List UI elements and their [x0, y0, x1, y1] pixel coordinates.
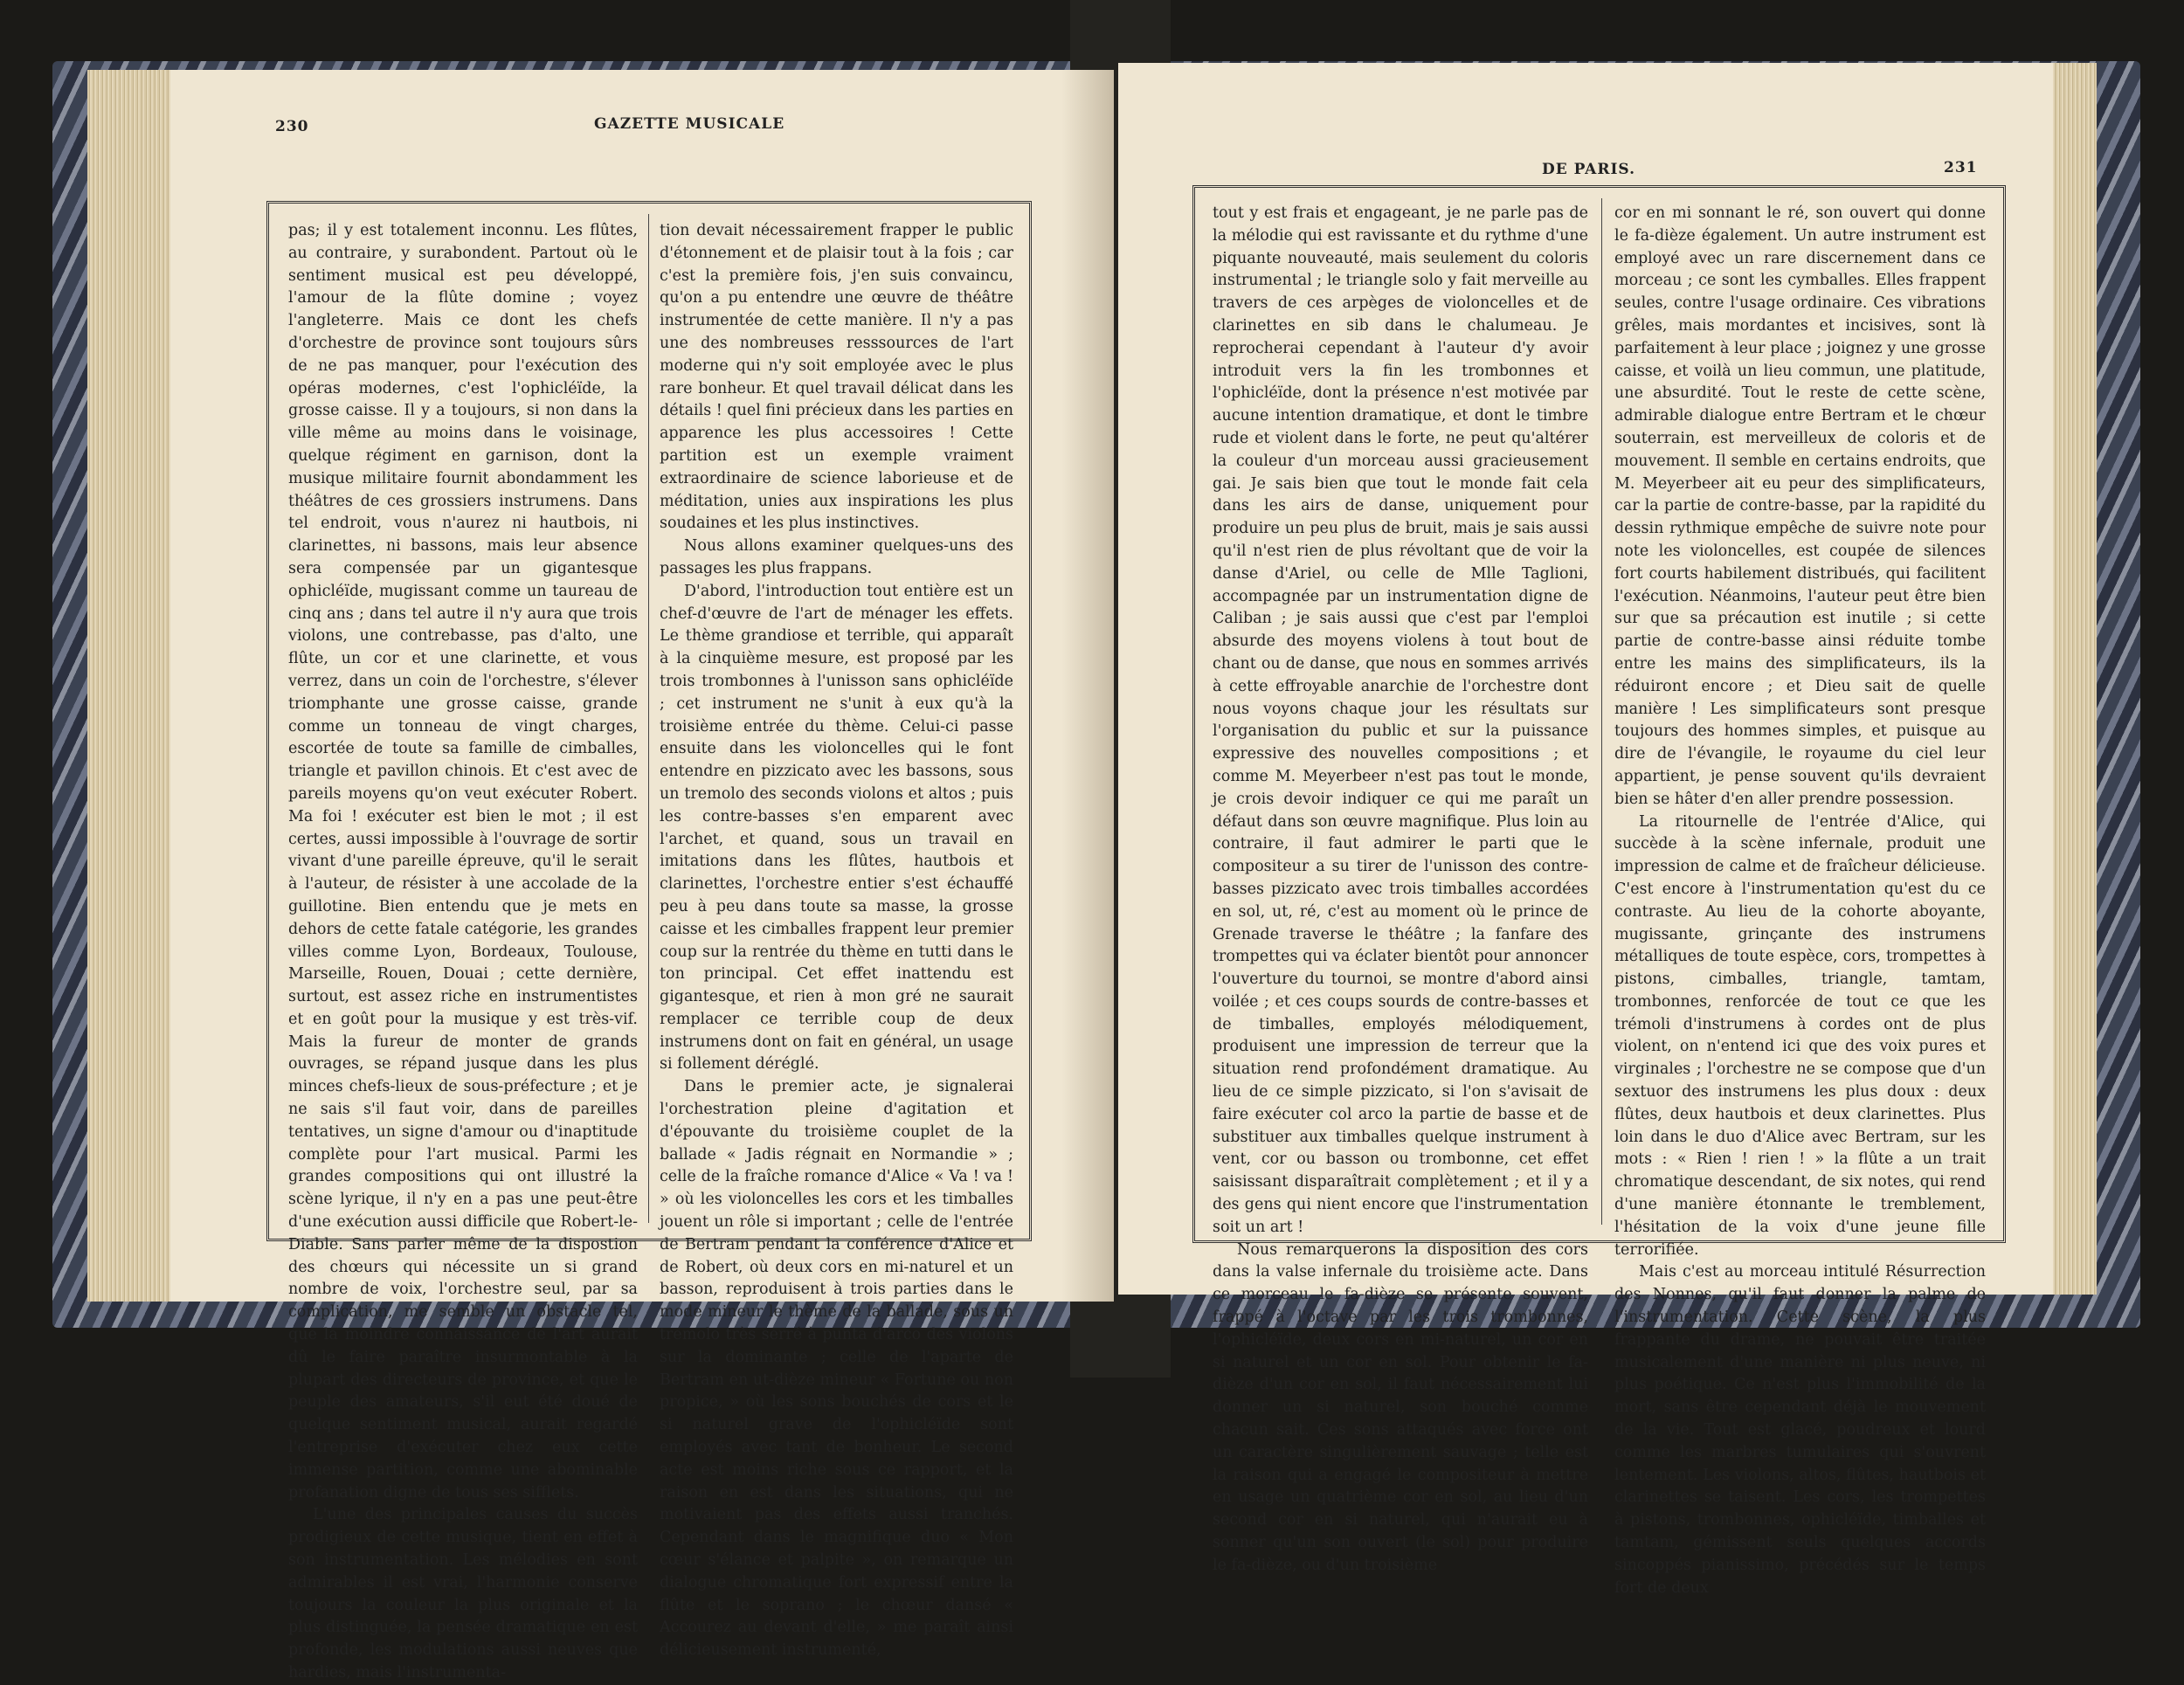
column-2: [1614, 203, 1986, 1597]
paragraph: L'une des principales causes du succès prodigieux de cette musique, tient en effet à son instrumentation. Les mélodies en sont admirables il est vrai, l'harmonie conserve toujours la couleur la plus originale et la plus distinguée, la pensée dramatique en est profonde, les modulations aussi neuves que hardies, mais l'instrumenta-: [288, 1506, 638, 1682]
running-head: GAZETTE MUSICALE: [594, 115, 785, 133]
left-page: [87, 70, 1114, 1682]
paragraph: Nous remarquerons la disposition des cors dans la valse infernale du troisième acte. Dans ce morceau le fa-dièze se présente souvent, frappé à l'octave par les trois trombonnes, l'ophicléïde, deux cors en mi-naturel, un cor en si naturel et un cor en sol. Pour obtenir le fa-dièze d'un cor en sol, il faut nécessairement lui donner un si naturel, son bouché comme chacun sait. Ces sons attaqués avec force ont un caractère singulièrement sauvage ; telle est la raison qui a engagé le compositeur à mettre en usage un quatrième cor en sol, au lieu d'un second cor en si naturel, qui n'aurait eu à sonner qu'un son ouvert (le sol) pour produire le fa-dièze, ou d'un troisième: [1213, 1240, 1588, 1574]
paragraph: tout y est frais et engageant, je ne parle pas de la mélodie qui est ravissante et du rythme d'une piquante nouveauté, mais seulement du coloris instrumental ; le triangle solo y fait merveille au travers de ces arpèges de violoncelles et de clarinettes en sib dans le chalumeau. Je reprocherai cependant à l'auteur d'y avoir introduit vers la fin les trombonnes et l'ophicléïde, dont la présence n'est motivée par aucune intention dramatique, et dont le timbre rude et violent dans le forte, ne peut qu'altérer la couleur d'un morceau aussi gracieusement gai. Je sais bien que tout le monde fait cela dans les airs de danse, uniquement pour produire un peu plus de bruit, mais je sais aussi qu'il n'est rien de plus révoltant que de voir la danse d'Ariel, ou celle de Mlle Taglioni, accompagnée par un instrumentation digne de Caliban ; je sais aussi que c'est par l'emploi absurde des moyens violens à tout bout de chant ou de danse, que nous en sommes arrivés à cette effroyable anarchie de l'orchestre dont nous voyons chaque jour les résultats sur l'organisation du public et sur la puissance expressive des nouvelles compositions ; et comme M. Meyerbeer n'est pas tout le monde, je crois devoir indiquer ce qui me paraît un défaut dans son œuvre magnifique. Plus loin au contraire, il faut admirer le parti que le compositeur a su tirer de l'unisson des contre-basses pizzicato avec trois timballes accordées en sol, ut, ré, c'est au moment où le prince de Grenade traverse le théâtre ; la fanfare des trompettes qui va éclater bientôt pour annoncer l'ouverture du tournoi, se montre d'abord ainsi voilée ; et ces coups sourds de contre-basses et de timballes, employés mélodiquement, produisent une impression de terreur que la situation rend profondément dramatique. Au lieu de ce simple pizzicato, si l'on s'avisait de faire exécuter col arco la partie de basse et de substituer aux timballes quelque instrument à vent, cor ou basson ou trombonne, cet effet saisissant disparaîtrait complètement ; et il y a des gens qui nient encore que l'instrumentation soit un art !: [1213, 204, 1588, 1236]
paragraph: La ritournelle de l'entrée d'Alice, qui succède à la scène infernale, produit une impression de calme et de fraîcheur délicieuse. C'est encore à l'instrumentation qu'est du ce contraste. Au lieu de la cohorte aboyante, mugissante, grinçante des instrumens métalliques de toute espèce, cors, trompettes à pistons, cimballes, triangle, tamtam, trombonnes, renforcée de tout ce que les trémoli d'instrumens à cordes ont de plus violent, on n'entend ici que des voix pures et virginales ; l'orchestre ne se compose que d'un sextuor des instrumens les plus doux : deux flûtes, deux hautbois et deux clarinettes. Plus loin dans le duo d'Alice avec Bertram, sur les mots : « Rien ! rien ! » la flûte a un trait chromatique descendant, de six notes, qui rend d'une manière étonnante le tremblement, l'hésitation de la voix d'une jeune fille terrorifiée.: [1614, 812, 1986, 1259]
running-head: DE PARIS.: [1542, 161, 1636, 178]
column-rule: [648, 214, 649, 1223]
page-number: 230: [275, 118, 309, 135]
paragraph: tion devait nécessairement frapper le public d'étonnement et de plaisir tout à la fois ; car c'est la première fois, j'en suis convaincu, qu'on a pu entendre une œuvre de théâtre instrumentée de cette manière. Il n'y a pas une des nombreuses resssources de l'art moderne qui n'y soit employée avec le plus rare bonheur. Et quel travail délicat dans les détails ! quel fini précieux dans les parties en apparence les plus accessoires ! Cette partition est un exemple vraiment extraordinaire de science laborieuse et de méditation, unies aux inspirations les plus soudaines et les plus instinctives.: [660, 222, 1013, 533]
paragraph: cor en mi sonnant le ré, son ouvert qui donne le fa-dièze également. Un autre instrument est employé avec un rare discernement dans ce morceau ; ce sont les cymballes. Elles frappent seules, contre l'usage ordinaire. Ces vibrations grêles, mais mordantes et incisives, sont là parfaitement à leur place ; joignez y une grosse caisse, et voilà un lieu commun, une platitude, une absurdité. Tout le reste de cette scène, admirable dialogue entre Bertram et le chœur souterrain, est merveilleux de coloris et de mouvement. Il semble en certains endroits, que M. Meyerbeer ait eu peur des simplificateurs, car la partie de contre-basse, par la rapidité du dessin rythmique empêche de suivre note pour note les violoncelles, est coupée de silences fort courts habilement distribués, qui facilitent l'exécution. Néanmoins, l'auteur peut être bien sur que sa précaution est inutile ; si cette partie de contre-basse ainsi réduite tombe entre les mains des simplificateurs, ils la réduiront encore ; et Dieu sait de quelle manière ! Les simplificateurs sont presque toujours des hommes simples, et puisque au dire de l'évangile, le royaume du ciel leur appartient, je pense souvent qu'ils devraient bien se hâter d'en aller prendre possession.: [1614, 204, 1986, 808]
right-page: [1118, 63, 2097, 1597]
paragraph: D'abord, l'introduction tout entière est un chef-d'œuvre de l'art de ménager les effets. Le thème grandiose et terrible, qui apparaît à la cinquième mesure, est proposé par les trois trombonnes à l'unisson sans ophicléïde ; cet instrument ne s'unit à eux qu'à la troisième entrée du thème. Celui-ci passe ensuite dans les violoncelles qui le font entendre en pizzicato avec les bassons, sous un tremolo des seconds violons et altos ; puis les contre-basses s'en emparent avec l'archet, et quand, sous un travail en imitations dans les flûtes, hautbois et clarinettes, l'orchestre entier s'est échauffé peu à peu dans toute sa masse, la grosse caisse et les cimballes frappent leur premier coup sur la rentrée du thème en tutti dans le ton principal. Cet effet inattendu est gigantesque, et rien à mon gré ne saurait remplacer ce terrible coup de deux instrumens dont on fait en général, un usage si follement déréglé.: [660, 582, 1013, 1074]
page-number: 231: [1944, 159, 1978, 176]
column-2: [660, 220, 1013, 1660]
column-rule: [1601, 198, 1602, 1225]
paragraph: Nous allons examiner quelques-uns des passages les plus frappans.: [660, 537, 1013, 577]
column-1: [1213, 203, 1588, 1574]
paragraph: Dans le premier acte, je signalerai l'orchestration pleine d'agitation et d'épouvante du troisième couplet de la ballade « Jadis régnait en Normandie » ; celle de la fraîche romance d'Alice « Va ! va ! » où les violoncelles les cors et les timballes jouent un rôle si important ; celle de l'entrée de Bertram pendant la conférence d'Alice et de Robert, où deux cors en mi-naturel et un basson, reproduisent à trois parties dans le mode mineur le thème de la ballade, sous un tremolo très serré à punta d'arco des violons sur la dominante ; celle de l'aparte de Bertram en ut-dièze mineur « Fortune ou non propice, » où les sons bouchés de cors et le si naturel grave de l'ophicléïde sont employés avec tant de bonheur. Le second acte est moins riche sous ce rapport, et la raison en est dans les situations, qui ne motivaient pas des effets aussi tranchés. Cependant dans le magnifique duo « Mon cœur s'élance et palpite », on remarque un dialogue chromatique fort expressif entre la flûte et le soprano ; le chœur dansé « Accourez au devant d'elle, » me paraît ainsi délicieusement instrumenté,: [660, 1078, 1013, 1660]
paragraph: pas; il y est totalement inconnu. Les flûtes, au contraire, y surabondent. Partout où le sentiment musical est peu développé, l'amour de la flûte domine ; voyez l'angleterre. Mais ce dont les chefs d'orchestre de province sont toujours sûrs de ne pas manquer, pour l'exécution des opéras modernes, c'est l'ophicléïde, la grosse caisse. Il y a toujours, si non dans la ville même au moins dans le voisinage, quelque régiment en garnison, dont la musique militaire fournit abondamment les théâtres de ces grossiers instrumens. Dans tel endroit, vous n'aurez ni hautbois, ni clarinettes, ni bassons, mais leur absence sera compensée par un gigantesque ophicléïde, mugissant comme un taureau de cinq ans ; dans tel autre il n'y aura que trois violons, une contrebasse, pas d'alto, une flûte, un cor et une clarinette, et vous verrez, dans un coin de l'orchestre, s'élever triomphante une grosse caisse, grande comme un tonneau de vingt charges, escortée de toute sa famille de cimballes, triangle et pavillon chinois. Et c'est avec de pareils moyens qu'on veut exécuter Robert. Ma foi ! exécuter est bien le mot ; il est certes, aussi impossible à l'ouvrage de sortir vivant d'une pareille épreuve, qu'il le serait à l'auteur, de résister à une accolade de la guillotine. Bien entendu que je mets en dehors de cette fatale catégorie, les grandes villes comme Lyon, Bordeaux, Toulouse, Marseille, Rouen, Douai ; cette dernière, surtout, est assez riche en instrumentistes et en goût pour la musique y est très-vif. Mais la fureur de monter de grands ouvrages, se répand jusque dans les plus minces chefs-lieux de sous-préfecture ; et je ne sais s'il faut voir, dans de pareilles tentatives, un signe d'amour ou d'inaptitude complète pour l'art musical. Parmi les grandes compositions qui ont illustré la scène lyrique, il n'y en a pas une peut-être d'une exécution aussi difficile que Robert-le-Diable. Sans parler même de la dispostion des chœurs qui nécessite un si grand nombre de voix, l'orchestre seul, par sa complication, me semble un obstacle tel, que la moindre connaissance de l'art aurait dû le faire paraître insurmontable à la plupart des directeurs de province, et que le peuple des amateurs, s'il eut été doué de quelque sentiment musical, aurait regardé l'entreprise d'exécuter chez eux cette immense partition, comme une abominable profanation digne de tous ses sifflets.: [288, 222, 638, 1502]
paragraph: Mais c'est au morceau intitulé Résurrection des Nonnes, qu'il faut donner la palme de l'instrumentation. Cette scène, la plus frappante du drame, ne pouvait être traitée musicalement d'une manière ni plus neuve, ni plus poétique. Ce n'est plus l'immobilité de la mort, sans être cependant déjà le mouvement de la vie. Tout est glacé, poudreux et lourd comme les marbres tumulaires qui s'ouvrent lentement. Les violons, altos, flûtes, hautbois et clarinettes se taisent. Les cors, les trompettes à pistons, trombonnes, ophicléïde, timballes et tamtam, gémissent seuls quelques accords sincoppés pianissimo, précédés sur le temps fort de deux: [1614, 1263, 1986, 1597]
column-1: [288, 220, 638, 1682]
